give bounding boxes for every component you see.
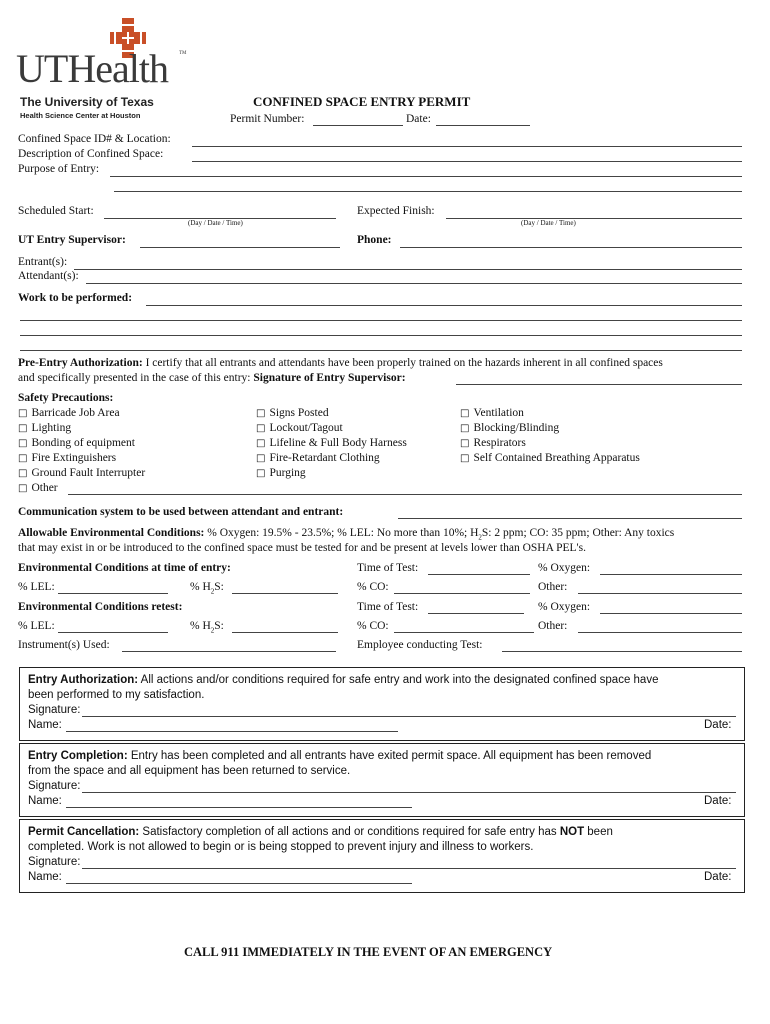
precaution-checkbox[interactable]: □ Blocking/Blinding — [460, 422, 559, 434]
time-of-test-field[interactable] — [428, 574, 530, 575]
purpose-field[interactable] — [110, 176, 742, 177]
communication-label: Communication system to be used between attendant and entrant: — [18, 506, 344, 518]
work-field-4[interactable] — [20, 350, 742, 351]
allowable-sub: 2 — [478, 533, 482, 542]
cancellation-line1: Permit Cancellation: Satisfactory completion of all actions and or conditions required for safe entry has NOT been — [28, 826, 613, 838]
phone-field[interactable] — [400, 247, 742, 248]
cancellation-date-label: Date: — [704, 871, 732, 883]
cancellation-name-field[interactable] — [66, 883, 412, 884]
precaution-checkbox[interactable]: □ Bonding of equipment — [18, 437, 135, 449]
precaution-checkbox[interactable]: □ Lighting — [18, 422, 71, 434]
precaution-checkbox[interactable]: □ Lifeline & Full Body Harness — [256, 437, 407, 449]
employee-label: Employee conducting Test: — [357, 639, 483, 651]
co-label: % CO: — [357, 581, 389, 593]
retest-lel-field[interactable] — [58, 632, 168, 633]
precaution-checkbox[interactable]: □ Respirators — [460, 437, 526, 449]
retest-lel-label: % LEL: — [18, 620, 55, 632]
supervisor-signature-field[interactable] — [456, 384, 742, 385]
allowable-line1 — [18, 527, 674, 541]
precaution-checkbox[interactable]: □ Signs Posted — [256, 407, 329, 419]
pre-entry-text2: and specifically presented in the case of this entry: — [18, 372, 254, 384]
work-field-3[interactable] — [20, 335, 742, 336]
entry-auth-line2: been performed to my satisfaction. — [28, 689, 205, 701]
precaution-checkbox-other[interactable]: □ Other — [18, 482, 58, 494]
start-hint: (Day / Date / Time) — [188, 219, 243, 227]
retest-co-label: % CO: — [357, 620, 389, 632]
precaution-other-field[interactable] — [68, 494, 742, 495]
lel-field[interactable] — [58, 593, 168, 594]
form-title: CONFINED SPACE ENTRY PERMIT — [253, 94, 471, 109]
employee-field[interactable] — [502, 651, 742, 652]
entry-auth-name-field[interactable] — [66, 731, 398, 732]
cancellation-signature-label: Signature: — [28, 856, 81, 868]
pre-entry-line2 — [18, 372, 406, 384]
retest-oxygen-field[interactable] — [600, 613, 742, 614]
precaution-checkbox[interactable]: □ Barricade Job Area — [18, 407, 120, 419]
finish-hint: (Day / Date / Time) — [521, 219, 576, 227]
phone-label: Phone: — [357, 234, 392, 246]
entry-authorization-box — [19, 667, 745, 741]
lel-label: % LEL: — [18, 581, 55, 593]
permit-number-label: Permit Number: — [230, 113, 305, 125]
allowable-text1: % Oxygen: 19.5% - 23.5%; % LEL: No more than 10%; H — [204, 527, 479, 539]
emergency-notice: CALL 911 IMMEDIATELY IN THE EVENT OF AN EMERGENCY — [184, 945, 553, 959]
entry-completion-line1: Entry Completion: Entry has been completed and all entrants have exited permit space. All equipment has been removed — [28, 750, 652, 762]
entry-completion-box — [19, 743, 745, 817]
entry-completion-name-field[interactable] — [66, 807, 412, 808]
logo-wordmark: UTHealth — [16, 46, 168, 91]
supervisor-signature-label: Signature of Entry Supervisor: — [253, 372, 406, 384]
expected-finish-label: Expected Finish: — [357, 205, 435, 217]
communication-field[interactable] — [398, 518, 742, 519]
precaution-checkbox[interactable]: □ Self Contained Breathing Apparatus — [460, 452, 640, 464]
logo-tm: TM — [179, 51, 187, 56]
precaution-checkbox[interactable]: □ Purging — [256, 467, 306, 479]
supervisor-label: UT Entry Supervisor: — [18, 234, 126, 246]
work-field-2[interactable] — [20, 320, 742, 321]
purpose-field-2[interactable] — [114, 191, 742, 192]
description-field[interactable] — [192, 161, 742, 162]
instruments-label: Instrument(s) Used: — [18, 639, 110, 651]
retest-h2s-field[interactable] — [232, 632, 338, 633]
pre-entry-line1 — [18, 357, 663, 369]
expected-finish-field[interactable] — [446, 218, 742, 219]
supervisor-field[interactable] — [140, 247, 340, 248]
space-id-label: Confined Space ID# & Location: — [18, 133, 171, 145]
scheduled-start-label: Scheduled Start: — [18, 205, 94, 217]
work-label: Work to be performed: — [18, 292, 133, 304]
work-field[interactable] — [146, 305, 742, 306]
env-retest-label: Environmental Conditions retest: — [18, 601, 183, 613]
entry-completion-line2: from the space and all equipment has been returned to service. — [28, 765, 351, 777]
precautions-heading: Safety Precautions: — [18, 392, 114, 404]
h2s-field[interactable] — [232, 593, 338, 594]
permit-cancellation-box — [19, 819, 745, 893]
co-field[interactable] — [394, 593, 530, 594]
h2s-label: % $H_2S$: — [190, 581, 224, 596]
precaution-checkbox[interactable]: □ Fire-Retardant Clothing — [256, 452, 380, 464]
retest-time-label: Time of Test: — [357, 601, 419, 613]
entry-auth-name-label: Name: — [28, 719, 62, 731]
time-of-test-label: Time of Test: — [357, 562, 419, 574]
pre-entry-text1: I certify that all entrants and attendants have been properly trained on the hazards inherent in all confined spaces — [142, 357, 663, 369]
logo-university: The University of Texas — [20, 95, 154, 109]
attendants-field[interactable] — [86, 283, 742, 284]
entry-completion-signature-label: Signature: — [28, 780, 81, 792]
entry-completion-name-label: Name: — [28, 795, 62, 807]
date-field[interactable] — [436, 125, 530, 126]
entry-auth-signature-label: Signature: — [28, 704, 81, 716]
retest-other-field[interactable] — [578, 632, 742, 633]
oxygen-field[interactable] — [600, 574, 742, 575]
date-label: Date: — [406, 113, 431, 125]
allowable-label: Allowable Environmental Conditions: — [18, 527, 205, 539]
attendants-label: Attendant(s): — [18, 270, 79, 282]
cancellation-signature-field[interactable] — [82, 868, 736, 869]
entry-auth-signature-field[interactable] — [82, 716, 736, 717]
cancellation-line2: completed. Work is not allowed to begin or is being stopped to prevent injury and illness to workers. — [28, 841, 534, 853]
pre-entry-label: Pre-Entry Authorization: — [18, 357, 143, 369]
permit-number-field[interactable] — [313, 125, 403, 126]
precaution-checkbox[interactable]: □ Fire Extinguishers — [18, 452, 116, 464]
retest-oxygen-label: % Oxygen: — [538, 601, 591, 613]
precaution-checkbox[interactable]: □ Ventilation — [460, 407, 524, 419]
entry-completion-signature-field[interactable] — [82, 792, 736, 793]
space-id-field[interactable] — [192, 146, 742, 147]
other-field[interactable] — [578, 593, 742, 594]
instruments-field[interactable] — [122, 651, 336, 652]
env-at-entry-label: Environmental Conditions at time of entry: — [18, 562, 231, 574]
cancellation-name-label: Name: — [28, 871, 62, 883]
retest-h2s-label: % $H_2S$: — [190, 620, 224, 635]
entry-completion-date-label: Date: — [704, 795, 732, 807]
other-label: Other: — [538, 581, 568, 593]
logo-center: Health Science Center at Houston — [20, 111, 141, 120]
allowable-text2: S: 2 ppm; CO: 35 ppm; Other: Any toxics — [481, 527, 675, 539]
retest-co-field[interactable] — [394, 632, 534, 633]
purpose-label: Purpose of Entry: — [18, 163, 100, 175]
retest-other-label: Other: — [538, 620, 568, 632]
retest-time-field[interactable] — [428, 613, 524, 614]
precaution-checkbox[interactable]: □ Lockout/Tagout — [256, 422, 343, 434]
oxygen-label: % Oxygen: — [538, 562, 591, 574]
entry-auth-date-label: Date: — [704, 719, 732, 731]
description-label: Description of Confined Space: — [18, 148, 164, 160]
precaution-checkbox[interactable]: □ Ground Fault Interrupter — [18, 467, 145, 479]
entrants-label: Entrant(s): — [18, 256, 68, 268]
entry-auth-line1: Entry Authorization: All actions and/or conditions required for safe entry and work into the designated confined space have — [28, 674, 659, 686]
entrants-field[interactable] — [74, 269, 742, 270]
allowable-line2: that may exist in or be introduced to the confined space must be tested for and be present at levels lower than OSHA PEL's. — [18, 542, 586, 554]
